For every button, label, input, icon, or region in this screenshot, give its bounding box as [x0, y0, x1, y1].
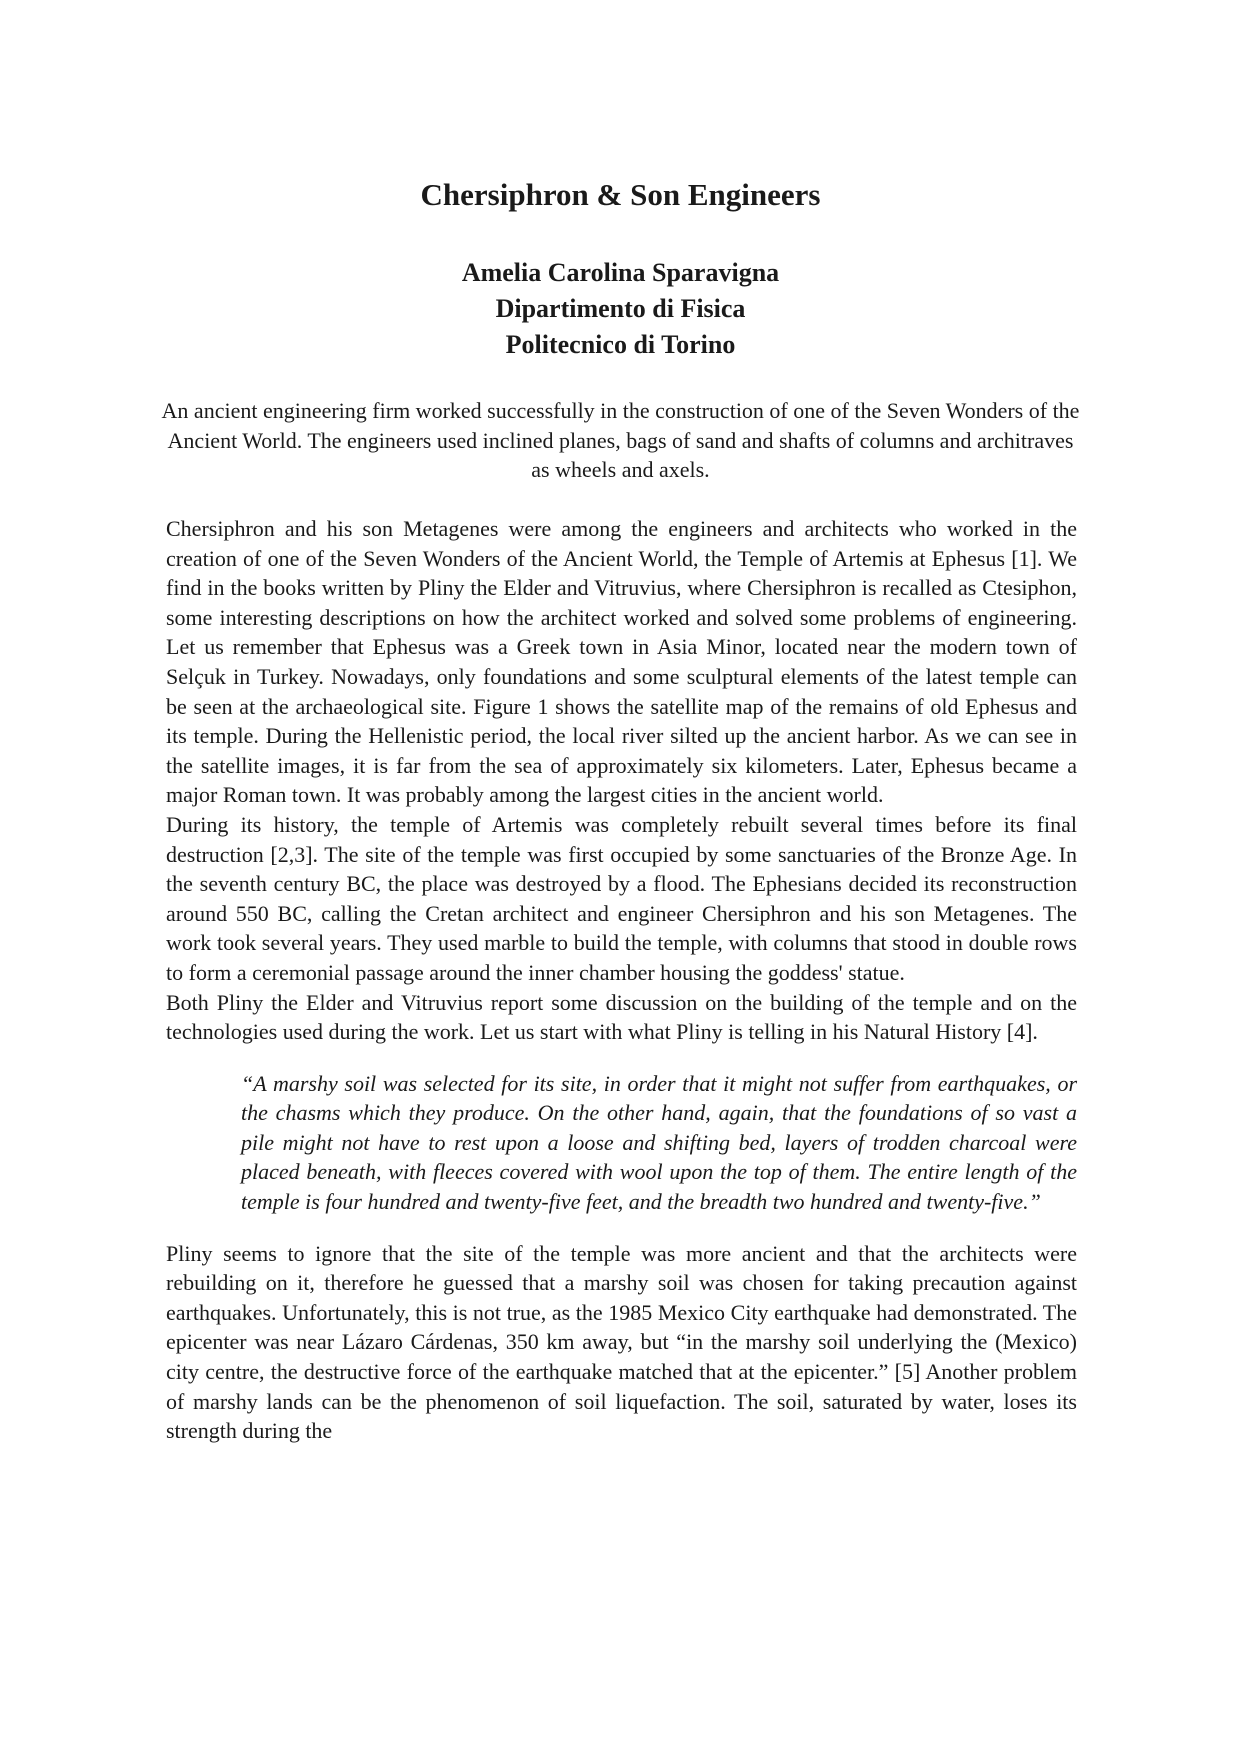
body-paragraph-1: Chersiphron and his son Metagenes were among the engineers and architects who worked in the creation of one of the Seven Wonders of the Ancient World, the Temple of Artemis at Ephesus [1]. We find in the books written by Pliny the Elder and Vitruvius, where Chersiphron is recalled as Ctesiphon, some interesting descriptions on how the architect worked and solved some problems of engineering. Let us remember that Ephesus was a Greek town in Asia Minor, located near the modern town of Selçuk in Turkey. Nowadays, only foundations and some sculptural elements of the latest temple can be seen at the archaeological site. Figure 1 shows the satellite map of the remains of old Ephesus and its temple. During the Hellenistic period, the local river silted up the ancient harbor. As we can see in the satellite images, it is far from the sea of approximately six kilometers. Later, Ephesus became a major Roman town. It was probably among the largest cities in the ancient world.: [166, 516, 1077, 808]
body-paragraph-4: Pliny seems to ignore that the site of the temple was more ancient and that the architects were rebuilding on it, therefore he guessed that a marshy soil was chosen for taking precaution against earthquakes. Unfortunately, this is not true, as the 1985 Mexico City earthquake had demonstrated. The epicenter was near Lázaro Cárdenas, 350 km away, but “in the marshy soil underlying the (Mexico) city centre, the destructive force of the earthquake matched that at the epicenter.” [5] Another problem of marshy lands can be the phenomenon of soil liquefaction. The soil, saturated by water, loses its strength during the: [166, 1240, 1077, 1444]
body-paragraph-3: Both Pliny the Elder and Vitruvius report some discussion on the building of the temple and on the technologies used during the work. Let us start with what Pliny is telling in his Natural History [4].: [166, 989, 1077, 1045]
author-institution: Politecnico di Torino: [505, 330, 736, 359]
body-paragraph-2: During its history, the temple of Artemis was completely rebuilt several times before its final destruction [2,3]. The site of the temple was first occupied by some sanctuaries of the Bronze Age. In the seventh century BC, the place was destroyed by a flood. The Ephesians decided its reconstruction around 550 BC, calling the Cretan architect and engineer Chersiphron and his son Metagenes. The work took several years. They used marble to build the temple, with columns that stood in double rows to form a ceremonial passage around the inner chamber housing the goddess' statue.: [166, 811, 1077, 985]
block-quote: “A marshy soil was selected for its site, in order that it might not suffer from earthquakes, or the chasms which they produce. On the other hand, again, that the foundations of so vast a pile might not have to rest upon a loose and shifting bed, layers of trodden charcoal were placed beneath, with fleeces covered with wool upon the top of them. The entire length of the temple is four hundred and twenty-five feet, and the breadth two hundred and twenty-five.”: [241, 1070, 1077, 1215]
author-name: Amelia Carolina Sparavigna: [461, 258, 780, 287]
paper-title: Chersiphron & Son Engineers: [420, 177, 821, 212]
author-block: [0, 255, 1241, 363]
abstract: An ancient engineering firm worked successfully in the construction of one of the Seven Wonders of the Ancient World. The engineers used inclined planes, bags of sand and shafts of columns and architraves as wheels and axels.: [161, 398, 1080, 482]
body-text: [166, 514, 1077, 1446]
author-department: Dipartimento di Fisica: [495, 294, 746, 323]
